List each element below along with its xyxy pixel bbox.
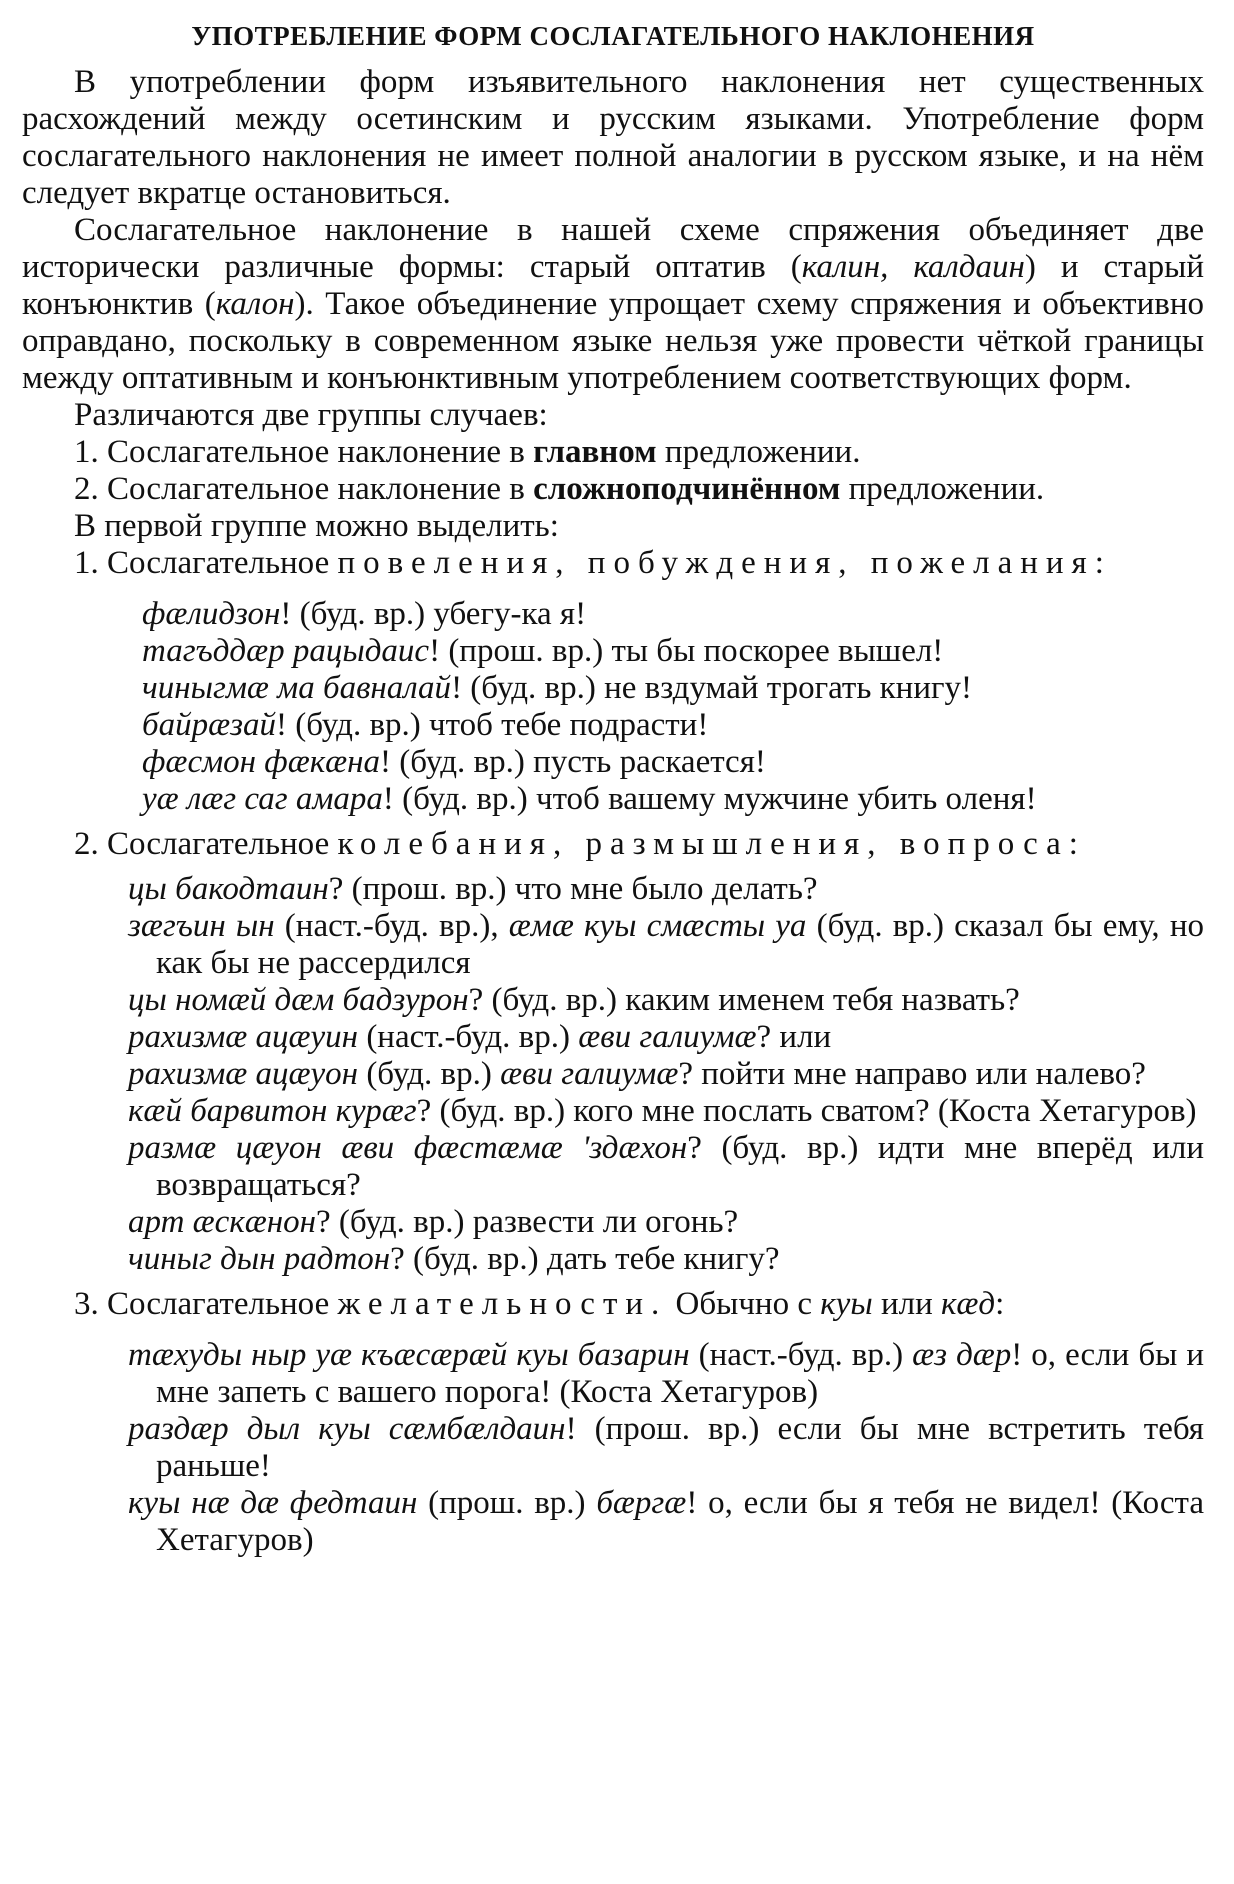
ossetian-example: чиныг дын радтон — [128, 1241, 391, 1277]
spaced-term: повеления, побуждения, пожелания: — [337, 545, 1112, 581]
ossetian-example: æз дæр — [912, 1337, 1012, 1373]
spaced-term: колебания, размышления, вопроса: — [337, 826, 1086, 862]
ossetian-example: чиныгмæ ма бавналай — [142, 670, 452, 706]
translation: (наст.-буд. вр.), — [274, 908, 509, 944]
bold-term: главном — [533, 434, 657, 470]
example-line — [22, 670, 1204, 707]
example-line — [22, 1019, 1204, 1056]
ossetian-example: фæсмон фæкæна — [142, 744, 381, 780]
example-line — [22, 1204, 1204, 1241]
ossetian-example: кæй барвитон курæг — [128, 1093, 417, 1129]
page-title: УПОТРЕБЛЕНИЕ ФОРМ СОСЛАГАТЕЛЬНОГО НАКЛОНЕНИЯ — [191, 21, 1035, 51]
ossetian-example: бæргæ — [596, 1485, 687, 1521]
example-line — [22, 1130, 1204, 1204]
example-line — [22, 707, 1204, 744]
ossetian-example: рахизмæ ацæуин — [128, 1019, 359, 1055]
text-run: предложении. — [656, 434, 861, 470]
text-run: Обычно с — [667, 1286, 821, 1322]
translation: ! (буд. вр.) убегу-ка я! — [280, 596, 587, 632]
example-line — [22, 1485, 1204, 1559]
translation: ? (буд. вр.) идти мне вперёд или возвращаться? — [156, 1130, 1204, 1203]
ossetian-example: æмæ куы смæсты уа — [508, 908, 807, 944]
text-run: ) и старый конъюнктив ( — [22, 249, 1204, 322]
translation: (буд. вр.) сказал бы ему, но как бы не рассердился — [156, 908, 1204, 981]
translation: (буд. вр.) — [358, 1056, 501, 1092]
group-item-complex-sentence — [22, 471, 1204, 508]
ossetian-example: байрæзай — [142, 707, 276, 743]
ossetian-example: зæгъин ын — [128, 908, 275, 944]
translation: ? пойти мне направо или налево? — [678, 1056, 1146, 1092]
paragraph-intro: В употреблении форм изъявительного наклонения нет существенных расхождений между осетинским и русским языками. Употребление форм сослагательного наклонения не имеет полной аналогии в русском языке, и на нём следует вкратце остановиться. — [22, 64, 1204, 211]
ossetian-term: калон — [215, 286, 295, 322]
translation: ! (прош. вр.) если бы мне встретить тебя раньше! — [156, 1411, 1204, 1484]
ossetian-example: цы бакодтаин — [128, 871, 329, 907]
ossetian-example: æви галиумæ — [578, 1019, 757, 1055]
spaced-term: желательности. — [337, 1286, 668, 1322]
text-run: 1. Сослагательное — [74, 545, 338, 581]
text-run: 1. Сослагательное наклонение в — [74, 434, 534, 470]
ossetian-example: раздæр дыл куы сæмбæлдаин — [128, 1411, 566, 1447]
example-line — [22, 1093, 1204, 1130]
example-line — [22, 596, 1204, 633]
text-run: 3. Сослагательное — [74, 1286, 338, 1322]
ossetian-example: рахизмæ ацæуон — [128, 1056, 359, 1092]
translation: (прош. вр.) — [417, 1485, 597, 1521]
paragraph-groups-intro: Различаются две группы случаев: — [74, 397, 548, 433]
example-line — [22, 1056, 1204, 1093]
paragraph-conjugation-scheme — [22, 212, 1204, 397]
paragraph-first-group: В первой группе можно выделить: — [74, 508, 559, 544]
ossetian-example: тæхуды ныр уæ къæсæрæй куы базарин — [128, 1337, 690, 1373]
translation: ! (буд. вр.) чтоб вашему мужчине убить оленя! — [382, 781, 1037, 817]
translation: ? (прош. вр.) что мне было делать? — [328, 871, 818, 907]
translation: ? (буд. вр.) дать тебе книгу? — [390, 1241, 780, 1277]
section-3-heading — [22, 1286, 1204, 1323]
translation: ! (буд. вр.) не вздумай трогать книгу! — [451, 670, 973, 706]
translation: ? (буд. вр.) развести ли огонь? — [316, 1204, 739, 1240]
translation: ! о, если бы я тебя не видел! (Коста Хетагуров) — [156, 1485, 1205, 1558]
ossetian-example: тагъддæр рацыдаис — [142, 633, 430, 669]
section-1-heading — [22, 545, 1204, 582]
ossetian-example: цы номæй дæм бадзурон — [128, 982, 469, 1018]
ossetian-example: фæлидзон — [142, 596, 281, 632]
text-run: 2. Сослагательное — [74, 826, 338, 862]
translation: ? или — [756, 1019, 832, 1055]
section-2-heading — [22, 826, 1204, 863]
translation: ! (прош. вр.) ты бы поскорее вышел! — [429, 633, 944, 669]
translation: ! (буд. вр.) чтоб тебе подрасти! — [275, 707, 709, 743]
example-line — [22, 1241, 1204, 1278]
text-run: ). Такое объединение упрощает схему спряжения и объективно оправдано, поскольку в современном языке нельзя уже провести чёткой границы между оптативным и конъюнктивным употреблением соответствующих форм. — [22, 286, 1204, 396]
translation: (наст.-буд. вр.) — [358, 1019, 579, 1055]
text-run: или — [872, 1286, 941, 1322]
example-line — [22, 908, 1204, 982]
example-line — [22, 1411, 1204, 1485]
ossetian-example: куы нæ дæ федтаин — [128, 1485, 418, 1521]
text-run: : — [995, 1286, 1005, 1322]
translation: ? (буд. вр.) кого мне послать сватом? (Коста Хетагуров) — [416, 1093, 1197, 1129]
ossetian-term: куы — [820, 1286, 873, 1322]
example-line — [22, 744, 1204, 781]
text-run: предложении. — [840, 471, 1045, 507]
example-line — [22, 1337, 1204, 1411]
example-line — [22, 781, 1204, 818]
ossetian-example: размæ цæуон æви фæстæмæ 'здæхон — [128, 1130, 688, 1166]
group-item-main-clause — [22, 434, 1204, 471]
ossetian-example: æви галиумæ — [500, 1056, 679, 1092]
translation: ! (буд. вр.) пусть раскается! — [380, 744, 766, 780]
ossetian-term: калин, калдаин — [801, 249, 1025, 285]
translation: ! о, если бы и мне запеть с вашего порога! (Коста Хетагуров) — [156, 1337, 1204, 1410]
text-run: 2. Сослагательное наклонение в — [74, 471, 534, 507]
translation: (наст.-буд. вр.) — [689, 1337, 913, 1373]
ossetian-example: арт æскæнон — [128, 1204, 316, 1240]
bold-term: сложноподчинённом — [533, 471, 841, 507]
ossetian-term: кæд — [940, 1286, 996, 1322]
text-run: Сослагательное наклонение в нашей схеме спряжения объединяет две исторически различные формы: старый оптатив ( — [22, 212, 1204, 285]
translation: ? (буд. вр.) каким именем тебя назвать? — [468, 982, 1020, 1018]
ossetian-example: уæ лæг саг амара — [142, 781, 383, 817]
example-line — [22, 633, 1204, 670]
example-line — [22, 871, 1204, 908]
example-line — [22, 982, 1204, 1019]
